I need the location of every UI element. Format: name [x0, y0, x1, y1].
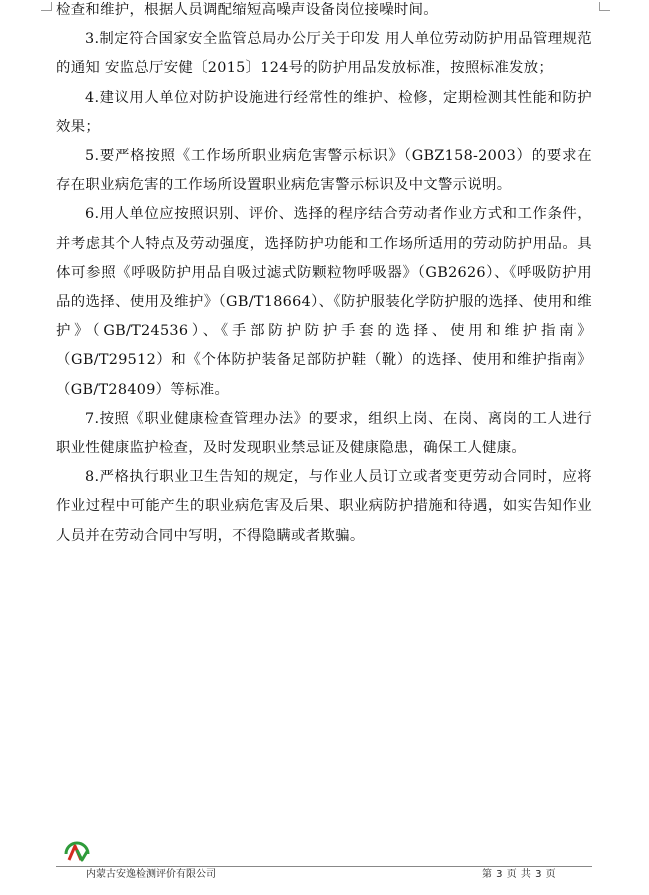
paragraph: 3.制定符合国家安全监管总局办公厅关于印发 用人单位劳动防护用品管理规范的通知 安监总厅安健〔2015〕124号的防护用品发放标准，按照标准发放； — [56, 31, 592, 77]
page-indicator: 第 3 页 共 3 页 — [482, 869, 557, 880]
paragraph: 5.要严格按照《工作场所职业病危害警示标识》（GBZ158-2003）的要求在存在职业病危害的工作场所设置职业病危害警示标识及中文警示说明。 — [56, 148, 592, 194]
paragraph: 7.按照《职业健康检查管理办法》的要求，组织上岗、在岗、离岗的工人进行职业性健康监护检查，及时发现职业禁忌证及健康隐患，确保工人健康。 — [56, 410, 592, 457]
margin-corner-mark — [599, 2, 610, 11]
document-body — [56, 0, 592, 551]
margin-corner-mark — [41, 2, 52, 11]
paragraph: 6.用人单位应按照识别、评价、选择的程序结合劳动者作业方式和工作条件，并考虑其个人特点及劳动强度，选择防护功能和工作场所适用的劳动防护用品。具体可参照《呼吸防护用品自吸过滤式防颗粒物呼吸器》（GB2626）、《呼吸防护用品的选择、使用及维护》（GB/T18664）、《防护服装化学防护服的选择、使用和维护》（GB/T24536）、《手部防护防护手套的选择、使用和维护指南》（GB/T29512）和《个体防护装备足部防护鞋（靴）的选择、使用和维护指南》（GB/T28409）等标准。 — [56, 206, 592, 398]
company-name: 内蒙古安逸检测评价有限公司 — [86, 869, 216, 880]
paragraph: 4.建议用人单位对防护设施进行经常性的维护、检修，定期检测其性能和防护效果； — [56, 89, 592, 135]
paragraph: 检查和维护，根据人员调配缩短高噪声设备岗位接噪时间。 — [56, 2, 438, 18]
paragraph: 8.严格执行职业卫生告知的规定，与作业人员订立或者变更劳动合同时，应将作业过程中可能产生的职业病危害及后果、职业病防护措施和待遇，如实告知作业人员并在劳动合同中写明，不得隐瞒或者欺骗。 — [56, 469, 592, 544]
company-logo-icon — [60, 838, 94, 868]
